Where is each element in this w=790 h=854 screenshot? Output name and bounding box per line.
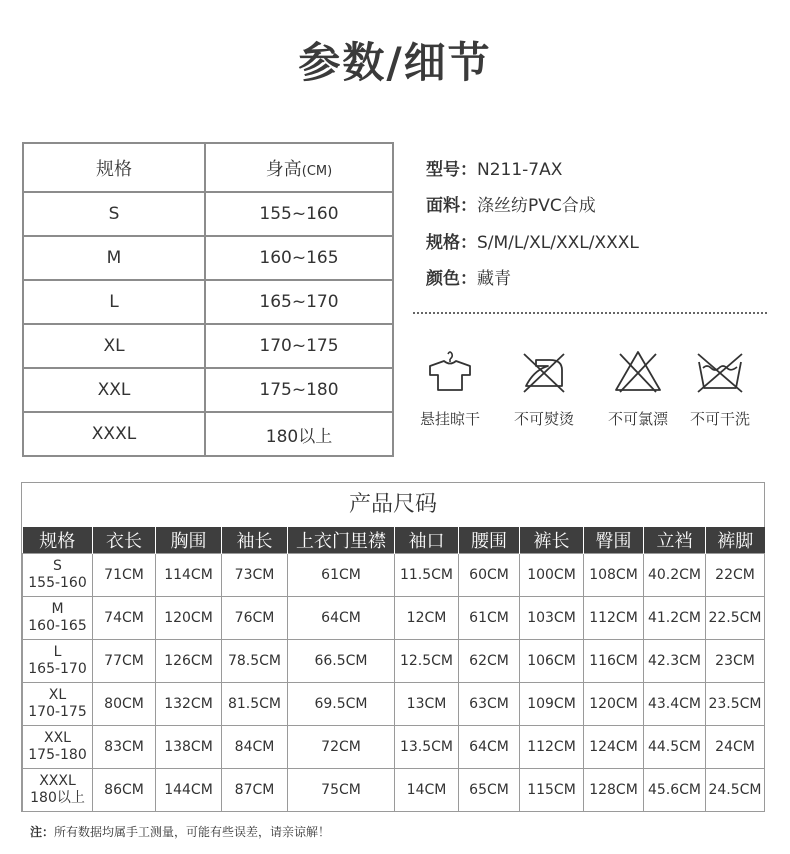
spec-size-label: 规格： — [426, 233, 477, 253]
column-header: 腰围 — [459, 527, 520, 554]
measurement-cell: 22CM — [706, 554, 765, 597]
no-bleach-icon — [612, 348, 664, 394]
size-chart — [21, 482, 765, 812]
measurement-cell: 14CM — [395, 769, 459, 812]
measurement-cell: 12CM — [395, 597, 459, 640]
measurement-cell: 71CM — [93, 554, 156, 597]
table-row — [23, 640, 765, 683]
measurement-cell: 144CM — [156, 769, 222, 812]
care-label: 不可氯漂 — [607, 410, 668, 428]
height-cell: 165~170 — [205, 280, 393, 324]
measurement-cell: 69.5CM — [288, 683, 395, 726]
measurement-cell: 40.2CM — [644, 554, 706, 597]
spec-model-value: N211-7AX — [477, 160, 563, 180]
measurement-cell: 112CM — [520, 726, 584, 769]
measurement-cell: 116CM — [584, 640, 644, 683]
measurement-cell: 75CM — [288, 769, 395, 812]
table-row — [23, 597, 765, 640]
care-label: 悬挂晾干 — [419, 410, 480, 428]
measurement-cell: 103CM — [520, 597, 584, 640]
measurement-cell: 100CM — [520, 554, 584, 597]
height-cell: 160~165 — [205, 236, 393, 280]
measurement-cell: 109CM — [520, 683, 584, 726]
footnote-text: 所有数据均属手工测量，可能有些误差，请亲谅解！ — [54, 825, 331, 839]
height-cell: 175~180 — [205, 368, 393, 412]
size-label: XXL — [44, 730, 71, 746]
column-header: 臀围 — [584, 527, 644, 554]
measurement-cell: 120CM — [156, 597, 222, 640]
care-no-iron — [504, 348, 584, 429]
measurement-cell: 23.5CM — [706, 683, 765, 726]
measurement-cell: 106CM — [520, 640, 584, 683]
size-cell: XXXL — [23, 412, 205, 456]
no-wash-icon — [694, 348, 746, 394]
measurement-cell: 74CM — [93, 597, 156, 640]
measurement-cell: 66.5CM — [288, 640, 395, 683]
spec-fabric-label: 面料： — [426, 196, 477, 216]
table-row — [23, 324, 393, 368]
spec-size — [426, 228, 639, 253]
size-label: M — [51, 601, 64, 617]
spec-color — [426, 264, 511, 289]
spec-fabric — [426, 191, 596, 216]
size-cell — [23, 683, 93, 726]
size-cell — [23, 597, 93, 640]
header-size: 规格 — [23, 143, 205, 192]
measurement-cell: 120CM — [584, 683, 644, 726]
table-row — [23, 368, 393, 412]
measurement-cell: 23CM — [706, 640, 765, 683]
measurement-cell: 81.5CM — [222, 683, 288, 726]
height-cell: 180以上 — [205, 412, 393, 456]
measurement-cell: 72CM — [288, 726, 395, 769]
measurement-cell: 13.5CM — [395, 726, 459, 769]
measurement-cell: 73CM — [222, 554, 288, 597]
size-cell: XL — [23, 324, 205, 368]
column-header: 袖口 — [395, 527, 459, 554]
column-header: 裤脚 — [706, 527, 765, 554]
column-header: 衣长 — [93, 527, 156, 554]
measurement-cell: 114CM — [156, 554, 222, 597]
table-row — [23, 683, 765, 726]
measurement-cell: 24CM — [706, 726, 765, 769]
height-cell: 170~175 — [205, 324, 393, 368]
table-row — [23, 192, 393, 236]
footnote — [30, 823, 330, 840]
size-chart-header — [23, 527, 765, 554]
column-header: 袖长 — [222, 527, 288, 554]
size-cell: S — [23, 192, 205, 236]
measurement-cell: 124CM — [584, 726, 644, 769]
measurement-cell: 138CM — [156, 726, 222, 769]
care-label: 不可干洗 — [689, 410, 750, 428]
size-cell — [23, 554, 93, 597]
measurement-cell: 77CM — [93, 640, 156, 683]
measurement-cell: 126CM — [156, 640, 222, 683]
column-header: 胸围 — [156, 527, 222, 554]
size-range: 170-175 — [28, 704, 87, 720]
measurement-cell: 22.5CM — [706, 597, 765, 640]
measurement-cell: 63CM — [459, 683, 520, 726]
size-cell — [23, 769, 93, 812]
size-label: L — [53, 644, 62, 660]
table-row — [23, 554, 765, 597]
measurement-cell: 115CM — [520, 769, 584, 812]
height-cell: 155~160 — [205, 192, 393, 236]
measurement-cell: 80CM — [93, 683, 156, 726]
measurement-cell: 12.5CM — [395, 640, 459, 683]
size-cell: XXL — [23, 368, 205, 412]
size-cell: L — [23, 280, 205, 324]
header-height-label: 身高 — [265, 158, 302, 180]
measurement-cell: 24.5CM — [706, 769, 765, 812]
divider — [413, 312, 767, 314]
measurement-cell: 61CM — [288, 554, 395, 597]
page-title: 参数/细节 — [298, 38, 492, 87]
measurement-cell: 64CM — [459, 726, 520, 769]
size-chart-table — [22, 527, 765, 812]
size-label: XL — [48, 687, 67, 703]
spec-size-value: S/M/L/XL/XXL/XXXL — [477, 233, 639, 253]
table-row — [23, 280, 393, 324]
size-cell — [23, 726, 93, 769]
size-range: 180以上 — [30, 790, 85, 806]
measurement-cell: 64CM — [288, 597, 395, 640]
measurement-cell: 65CM — [459, 769, 520, 812]
header-height — [205, 143, 393, 192]
measurement-cell: 86CM — [93, 769, 156, 812]
measurement-cell: 112CM — [584, 597, 644, 640]
measurement-cell: 108CM — [584, 554, 644, 597]
hang-dry-icon — [424, 348, 476, 394]
measurement-cell: 87CM — [222, 769, 288, 812]
spec-model-label: 型号： — [426, 160, 477, 180]
size-chart-title: 产品尺码 — [348, 492, 437, 517]
size-range: 155-160 — [28, 575, 87, 591]
column-header: 规格 — [23, 527, 93, 554]
size-label: S — [53, 558, 62, 574]
table-row — [23, 236, 393, 280]
measurement-cell: 78.5CM — [222, 640, 288, 683]
care-no-wash — [680, 348, 760, 429]
spec-model — [426, 155, 562, 180]
measurement-cell: 60CM — [459, 554, 520, 597]
measurement-cell: 61CM — [459, 597, 520, 640]
measurement-cell: 44.5CM — [644, 726, 706, 769]
care-label: 不可熨烫 — [513, 410, 574, 428]
column-header: 上衣门里襟 — [288, 527, 395, 554]
column-header: 裤长 — [520, 527, 584, 554]
measurement-cell: 83CM — [93, 726, 156, 769]
measurement-cell: 132CM — [156, 683, 222, 726]
spec-fabric-value: 涤丝纺PVC合成 — [477, 196, 596, 216]
measurement-cell: 76CM — [222, 597, 288, 640]
measurement-cell: 128CM — [584, 769, 644, 812]
height-table-header — [23, 143, 393, 192]
measurement-cell: 43.4CM — [644, 683, 706, 726]
footnote-label: 注： — [30, 825, 55, 839]
measurement-cell: 11.5CM — [395, 554, 459, 597]
measurement-cell: 62CM — [459, 640, 520, 683]
size-cell: M — [23, 236, 205, 280]
measurement-cell: 41.2CM — [644, 597, 706, 640]
size-range: 175-180 — [28, 747, 87, 763]
measurement-cell: 13CM — [395, 683, 459, 726]
measurement-cell: 45.6CM — [644, 769, 706, 812]
table-row — [23, 769, 765, 812]
spec-color-label: 颜色： — [426, 269, 477, 289]
size-label: XXXL — [39, 773, 76, 789]
care-hang-dry — [410, 348, 490, 429]
table-row — [23, 726, 765, 769]
header-height-unit: (CM) — [301, 163, 333, 179]
measurement-cell: 42.3CM — [644, 640, 706, 683]
size-chart-body — [23, 554, 765, 812]
spec-color-value: 藏青 — [477, 269, 511, 289]
height-table — [22, 142, 394, 457]
column-header: 立裆 — [644, 527, 706, 554]
no-iron-icon — [518, 348, 570, 394]
measurement-cell: 84CM — [222, 726, 288, 769]
table-row — [23, 412, 393, 456]
size-range: 160-165 — [28, 618, 87, 634]
size-cell — [23, 640, 93, 683]
size-range: 165-170 — [28, 661, 87, 677]
care-no-bleach — [598, 348, 678, 429]
